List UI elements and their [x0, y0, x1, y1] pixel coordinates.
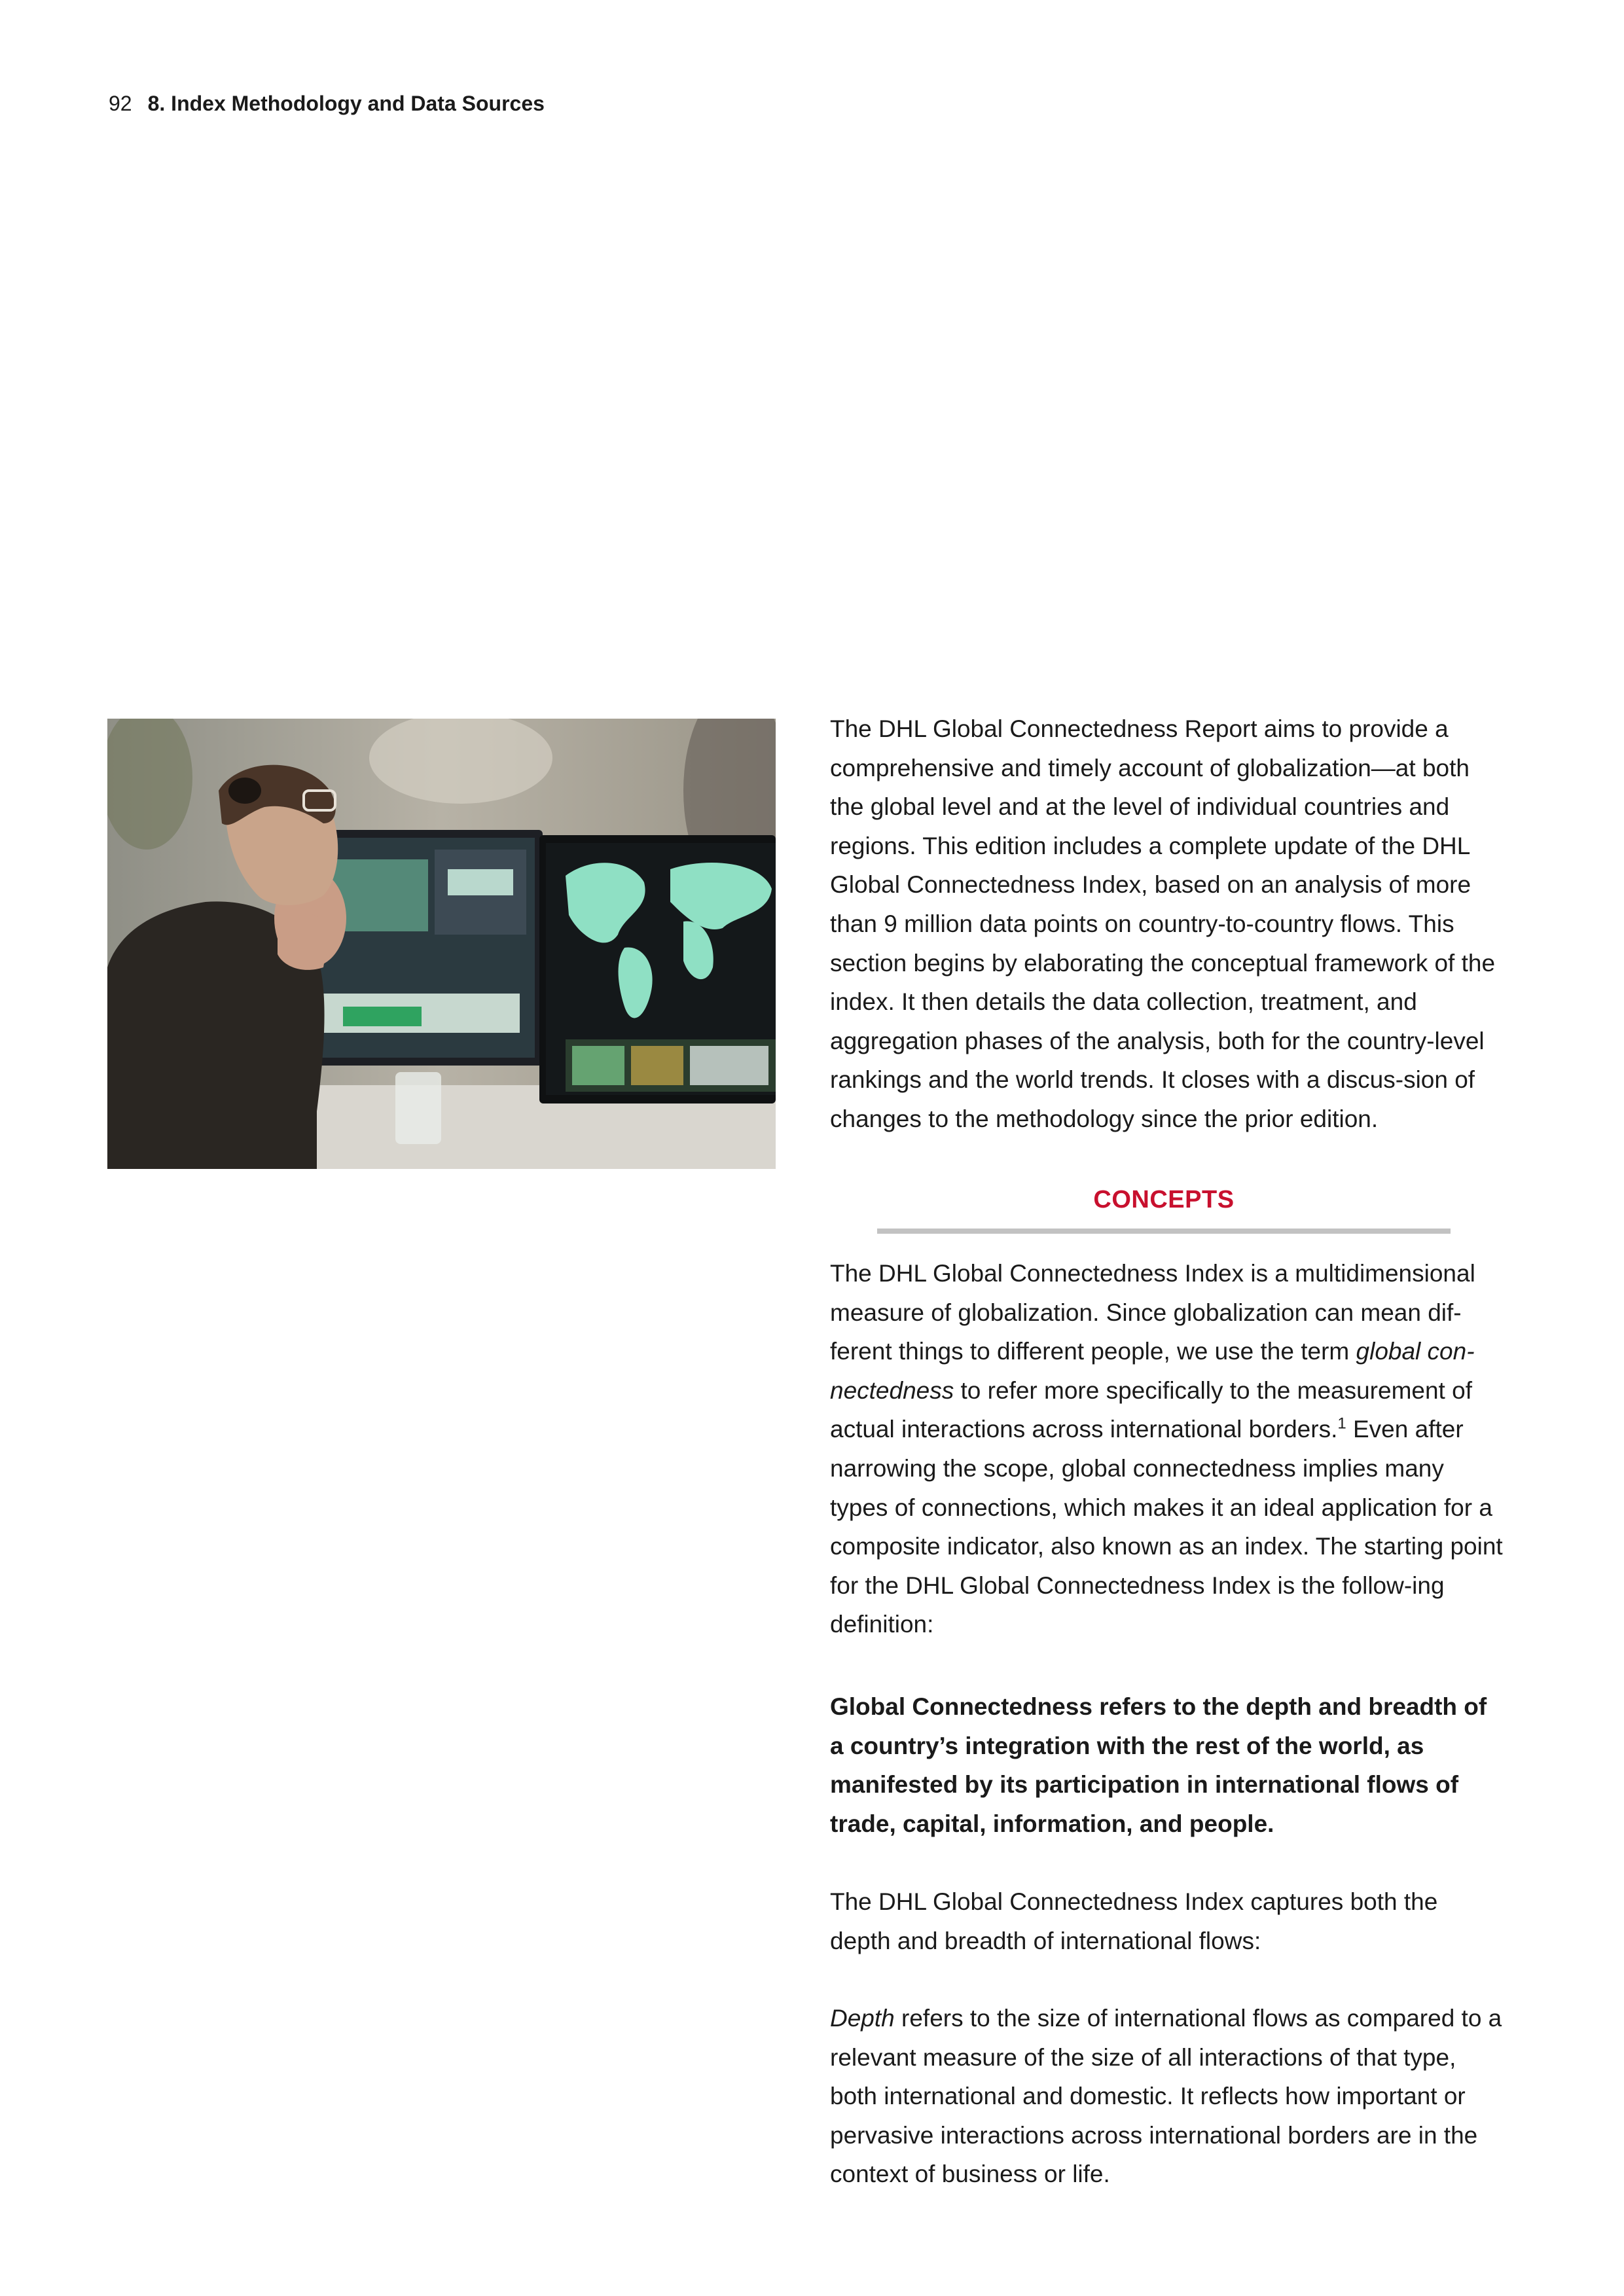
captures-paragraph	[830, 1882, 1504, 1960]
depth-term: Depth	[830, 2005, 895, 2032]
depth-text: refers to the size of international flows as compared to a relevant measure of the size of all interactions of that type, both international and domestic. It reflects how important or pervasive interactions across international borders are in the context of business or life.	[830, 2005, 1502, 2188]
depth-paragraph	[830, 1999, 1504, 2194]
page-number: 92	[109, 92, 132, 115]
section-title: 8. Index Methodology and Data Sources	[147, 92, 545, 115]
intro-paragraph: The DHL Global Connectedness Report aims to provide a comprehensive and timely account of globalization—at both the global level and at the level of individual countries and regions. This edition includes a complete update of the DHL Global Connectedness Index, based on an analysis of more than 9 million data points on country-to-country flows. This section begins by elaborating the conceptual framework of the index. It then details the data collection, treatment, and aggregation phases of the analysis, both for the country-level rankings and the world trends. It closes with a discus-sion of changes to the methodology since the prior edition.	[830, 715, 1496, 1132]
intro-section	[830, 709, 1504, 1139]
definition-block	[830, 1687, 1504, 1843]
running-header	[109, 90, 545, 117]
definition-text: Global Connectedness refers to the depth and breadth of a country’s integration with the rest of the world, as manifested by its participation in international flows of trade, capital, information, and people.	[830, 1693, 1487, 1837]
concepts-text-1: The DHL Global Connectedness Index is a multidimensional measure of globalization. Since globalization can mean dif-ferent things to different people, we use the term	[830, 1260, 1475, 1365]
analyst-photo-illustration	[107, 719, 776, 1169]
concepts-paragraph	[830, 1254, 1504, 1644]
analyst-photo	[107, 719, 776, 1169]
footnote-marker[interactable]: 1	[1337, 1415, 1346, 1433]
concepts-text-2: to refer more specifically to the measurement of actual interactions across international borders.	[830, 1376, 1472, 1443]
concepts-term: global con-nectedness	[830, 1338, 1475, 1404]
concepts-heading: CONCEPTS	[1093, 1186, 1235, 1213]
captures-text: The DHL Global Connectedness Index captures both the depth and breadth of international flows:	[830, 1888, 1438, 1954]
concepts-divider	[877, 1229, 1451, 1234]
concepts-text-3: Even after narrowing the scope, global connectedness implies many types of connections, which makes it an ideal application for a composite indicator, also known as an index. The starting point for the DHL Global Connectedness Index is the follow-ing definition:	[830, 1416, 1503, 1638]
